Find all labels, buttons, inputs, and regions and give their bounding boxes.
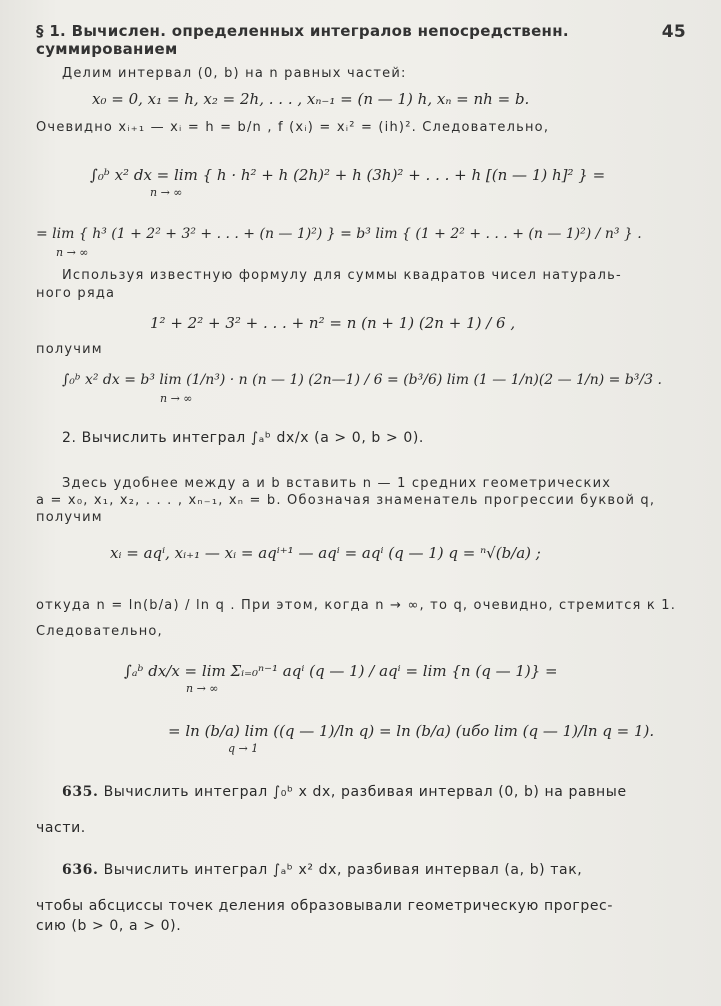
limit-subscript: q → 1 [228, 742, 259, 755]
problem-text: Вычислить интеграл ∫ₐᵇ x² dx, разбивая интервал (a, b) так, [103, 862, 583, 878]
problem-636-cont: сию (b > 0, a > 0). [36, 918, 182, 934]
example-number: 2. [62, 430, 77, 446]
formula-line: 1² + 2² + 3² + . . . + n² = n (n + 1) (2n + 1) / 6 , [150, 314, 516, 332]
text-line: Здесь удобнее между a и b вставить n — 1 средних геометрических [62, 476, 612, 491]
problem-number: 635. [62, 784, 99, 800]
problem-636-cont: чтобы абсциссы точек деления образовывали геометрическую прогрес- [36, 898, 613, 914]
running-header [36, 22, 686, 58]
page-number: 45 [661, 22, 686, 42]
limit-subscript: n → ∞ [56, 246, 89, 259]
example-2 [62, 430, 424, 446]
formula-line: ∫ₐᵇ dx/x = lim Σᵢ₌₀ⁿ⁻¹ aqⁱ (q — 1) / aqⁱ = lim {n (q — 1)} = [124, 662, 558, 680]
text-line: откуда n = ln(b/a) / ln q . При этом, когда n → ∞, то q, очевидно, стремится к 1. [36, 598, 677, 613]
formula-line: ∫₀ᵇ x² dx = lim { h · h² + h (2h)² + h (3h)² + . . . + h [(n — 1) h]² } = [90, 166, 606, 184]
text-line: Делим интервал (0, b) на n равных частей: [62, 66, 407, 81]
text-line: получим [36, 510, 103, 525]
formula-line: xᵢ = aqⁱ, xᵢ₊₁ — xᵢ = aqⁱ⁺¹ — aqⁱ = aqⁱ (q — 1) q = ⁿ√(b/a) ; [110, 544, 541, 562]
formula-line: ∫₀ᵇ x² dx = b³ lim (1/n³) · n (n — 1) (2n—1) / 6 = (b³/6) lim (1 — 1/n)(2 — 1/n) = b³/3 . [62, 372, 662, 388]
problem-text: Вычислить интеграл ∫₀ᵇ x dx, разбивая интервал (0, b) на равные [103, 784, 627, 800]
problem-635-cont: части. [36, 820, 86, 836]
problem-636 [62, 862, 582, 878]
formula-line: = ln (b/a) lim ((q — 1)/ln q) = ln (b/a) (ибо lim (q — 1)/ln q = 1). [168, 722, 655, 740]
text-line: Очевидно xᵢ₊₁ — xᵢ = h = b/n , f (xᵢ) = xᵢ² = (ih)². Следовательно, [36, 120, 550, 135]
problem-number: 636. [62, 862, 99, 878]
text-line: ного ряда [36, 286, 116, 301]
limit-subscript: n → ∞ [150, 186, 183, 199]
formula-line: x₀ = 0, x₁ = h, x₂ = 2h, . . . , xₙ₋₁ = (n — 1) h, xₙ = nh = b. [92, 90, 530, 108]
limit-subscript: n → ∞ [186, 682, 219, 695]
formula-line: = lim { h³ (1 + 2² + 3² + . . . + (n — 1)²) } = b³ lim { (1 + 2² + . . . + (n — 1)²) / n³ } . [36, 226, 642, 242]
text-line: Следовательно, [36, 624, 163, 639]
text-line: a = x₀, x₁, x₂, . . . , xₙ₋₁, xₙ = b. Обозначая знаменатель прогрессии буквой q, [36, 493, 656, 508]
text-line: получим [36, 342, 103, 357]
header-title: § 1. Вычислен. определенных интегралов непосредственн. суммированием [36, 22, 569, 58]
text-line: Используя известную формулу для суммы квадратов чисел натураль- [62, 268, 622, 283]
example-text: Вычислить интеграл ∫ₐᵇ dx/x (a > 0, b > 0). [81, 430, 424, 446]
problem-635 [62, 784, 627, 800]
limit-subscript: n → ∞ [160, 392, 193, 405]
